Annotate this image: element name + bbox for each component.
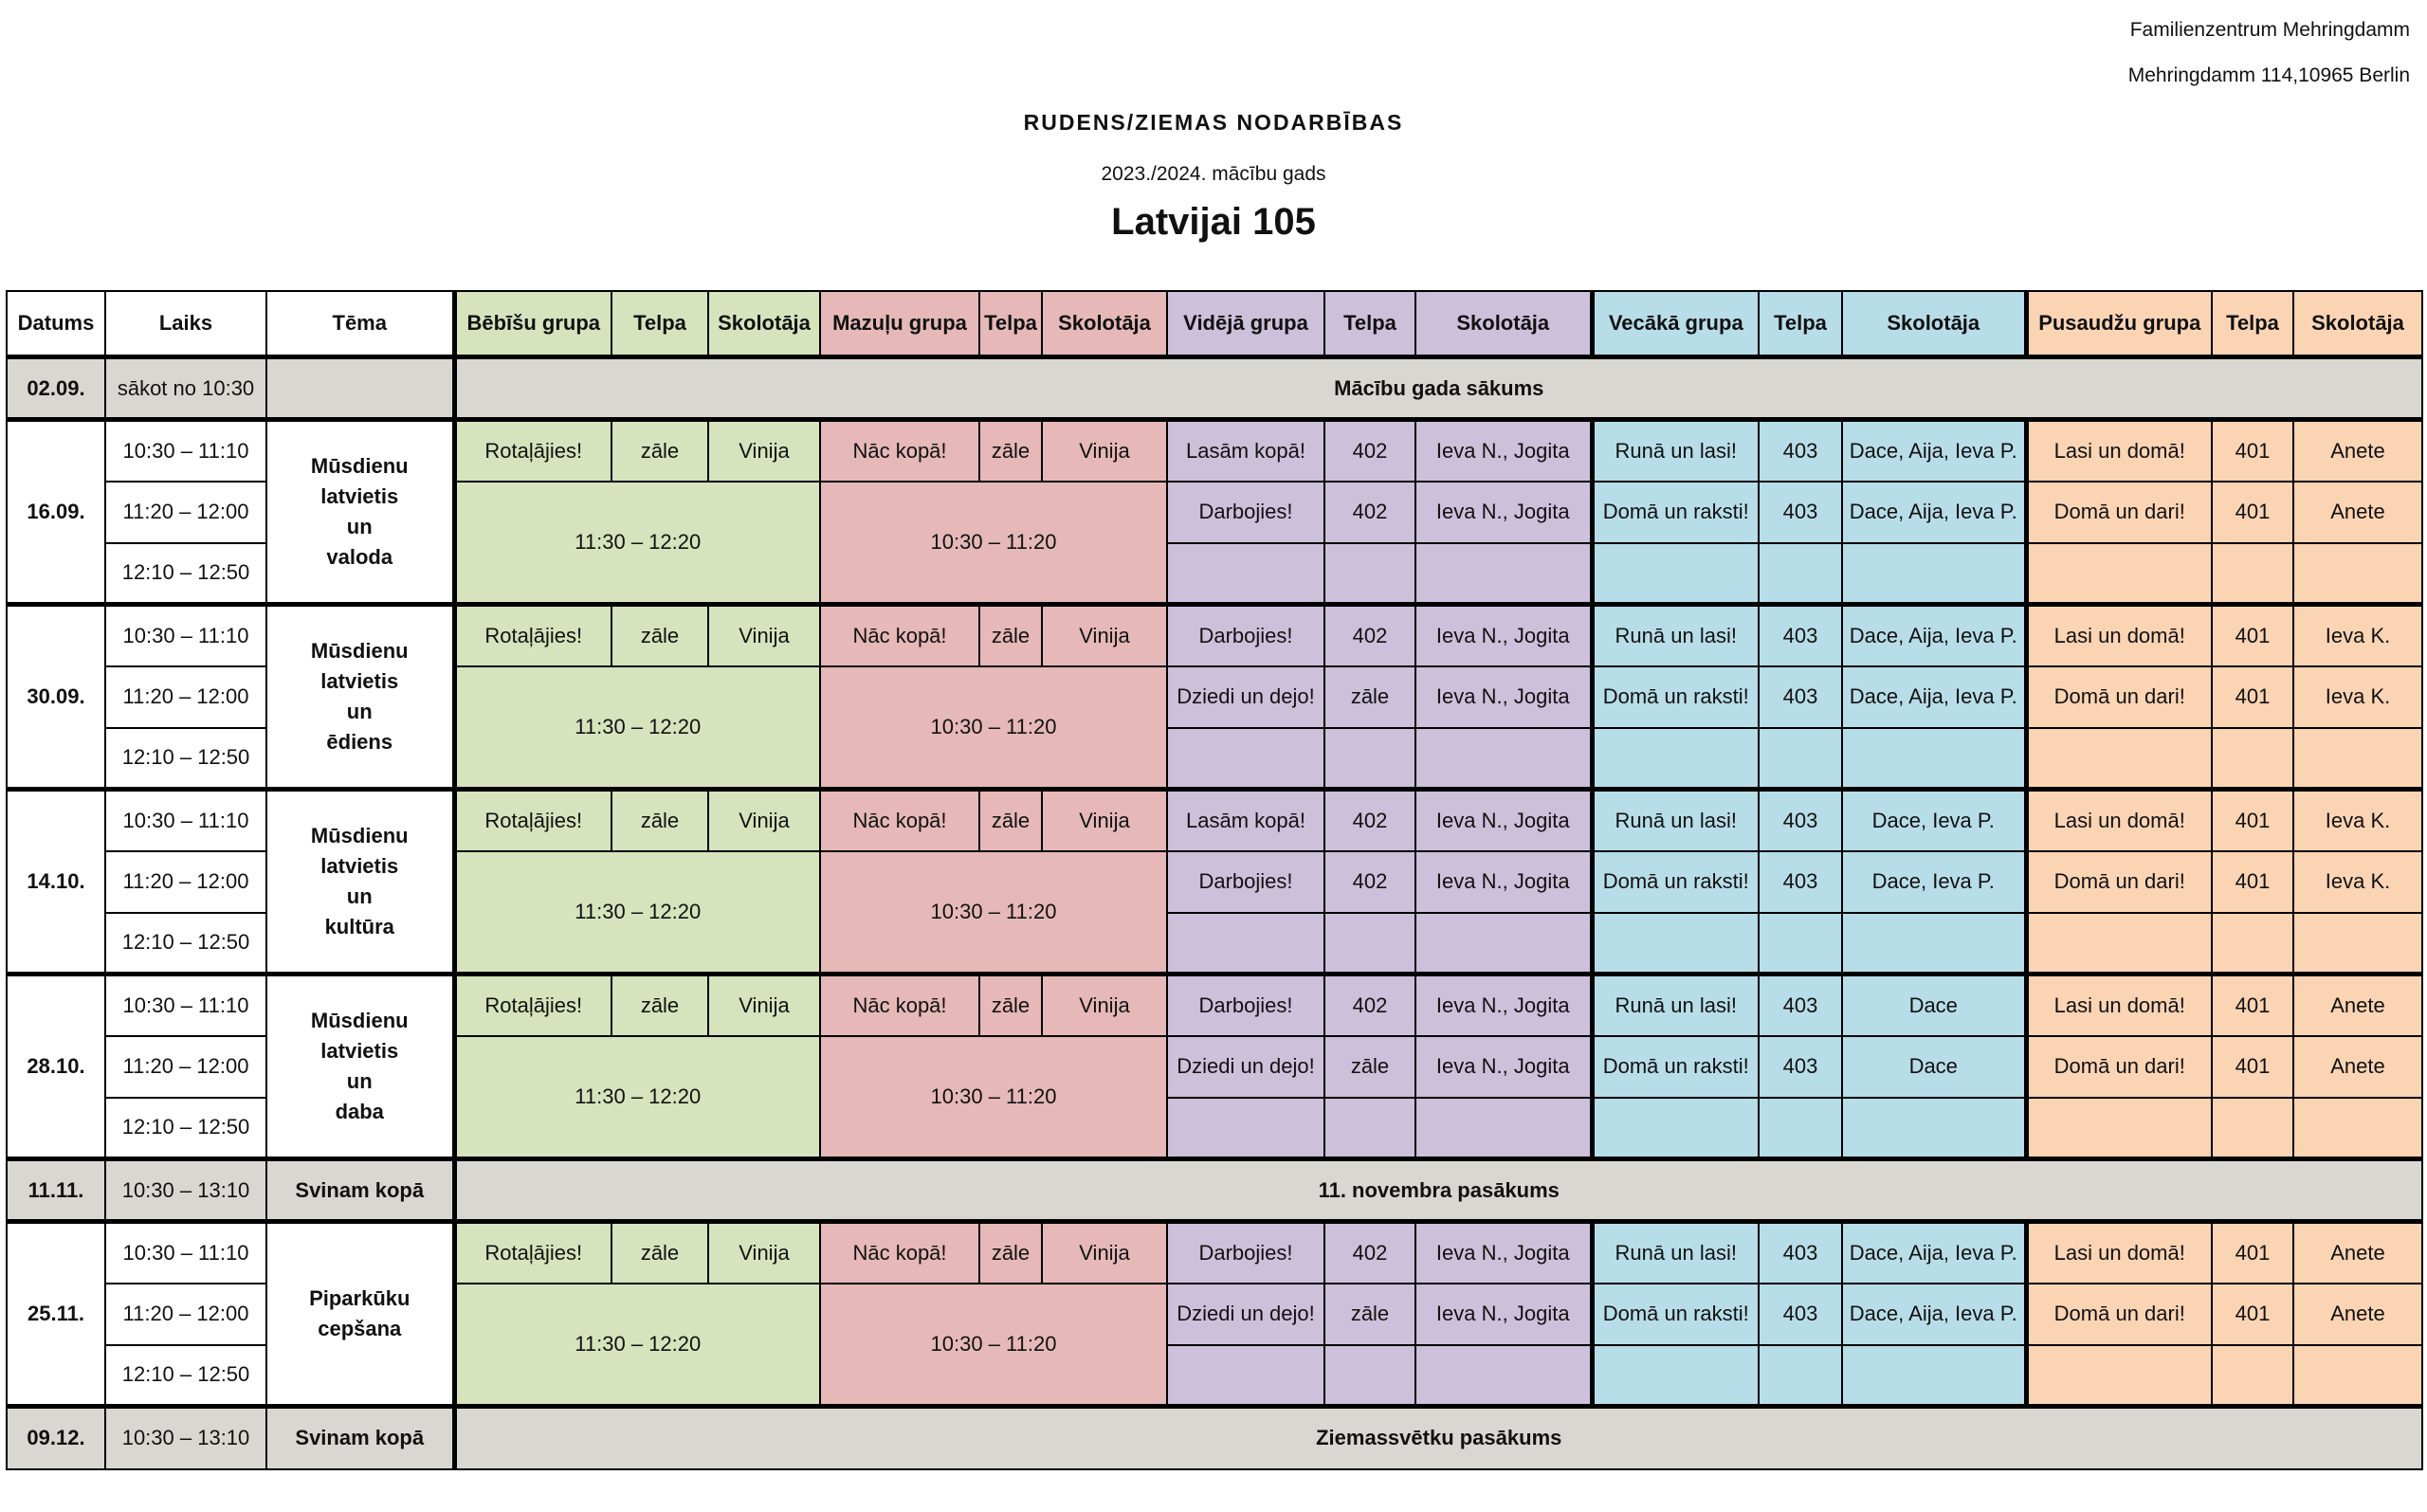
teacher-cell: Vinija [1042,420,1167,482]
empty-cell [1415,913,1592,975]
teacher-cell: Anete [2293,420,2422,482]
theme-cell: Mūsdienu latvietis un kultūra [266,790,454,975]
document-subtitle: RUDENS/ZIEMAS NODARBĪBAS [1023,110,1404,135]
empty-cell [2026,728,2212,790]
babies-time-span: 11:30 – 12:20 [454,851,820,975]
activity-cell: Rotaļājies! [454,975,611,1036]
empty-cell [2293,1345,2422,1407]
teacher-cell: Vinija [708,605,820,666]
empty-cell [2212,913,2293,975]
date-cell: 25.11. [7,1222,105,1407]
toddlers-time-span: 10:30 – 11:20 [820,1036,1167,1159]
empty-cell [1592,728,1759,790]
room-cell: zāle [979,975,1042,1036]
activity-cell: Nāc kopā! [820,1222,979,1284]
col-header: Skolotāja [2293,291,2422,357]
time-cell: 11:20 – 12:00 [105,482,266,543]
activity-cell: Domā un raksti! [1592,851,1759,913]
room-cell: 401 [2212,420,2293,482]
activity-cell: Nāc kopā! [820,975,979,1036]
empty-cell [1759,728,1842,790]
room-cell: zāle [611,975,708,1036]
empty-cell [1759,1345,1842,1407]
activity-cell: Runā un lasi! [1592,975,1759,1036]
empty-cell [1324,1098,1415,1159]
activity-cell: Darbojies! [1167,605,1324,666]
date-cell: 28.10. [7,975,105,1159]
empty-cell [1759,913,1842,975]
teacher-cell: Dace, Aija, Ieva P. [1842,482,2026,543]
date-cell: 09.12. [7,1407,105,1469]
col-header: Pusaudžu grupa [2026,291,2212,357]
activity-cell: Darbojies! [1167,1222,1324,1284]
empty-cell [1759,543,1842,605]
activity-cell: Runā un lasi! [1592,420,1759,482]
empty-cell [1167,1345,1324,1407]
col-header: Skolotāja [1042,291,1167,357]
teacher-cell: Vinija [708,790,820,851]
empty-cell [2212,1098,2293,1159]
empty-cell [2212,1345,2293,1407]
theme-cell [266,357,454,420]
col-header: Tēma [266,291,454,357]
empty-cell [1842,543,2026,605]
room-cell: zāle [611,1222,708,1284]
col-header: Skolotāja [1415,291,1592,357]
theme-cell: Mūsdienu latvietis un ēdiens [266,605,454,790]
empty-cell [2293,1098,2422,1159]
activity-cell: Domā un dari! [2026,1036,2212,1098]
babies-time-span: 11:30 – 12:20 [454,1284,820,1407]
col-header: Vecākā grupa [1592,291,1759,357]
room-cell: 402 [1324,851,1415,913]
teacher-cell: Ieva N., Jogita [1415,420,1592,482]
school-year: 2023./2024. mācību gads [1101,163,1326,185]
toddlers-time-span: 10:30 – 11:20 [820,482,1167,605]
col-header: Telpa [2212,291,2293,357]
activity-cell: Darbojies! [1167,975,1324,1036]
activity-cell: Lasi un domā! [2026,1222,2212,1284]
date-cell: 14.10. [7,790,105,975]
theme-cell: Piparkūku cepšana [266,1222,454,1407]
teacher-cell: Vinija [708,1222,820,1284]
teacher-cell: Ieva K. [2293,851,2422,913]
col-header: Telpa [1324,291,1415,357]
empty-cell [2026,1345,2212,1407]
time-cell: sākot no 10:30 [105,357,266,420]
activity-cell: Dziedi un dejo! [1167,666,1324,728]
teacher-cell: Ieva K. [2293,790,2422,851]
empty-cell [1324,913,1415,975]
table-row [7,420,2422,482]
activity-cell: Lasi un domā! [2026,420,2212,482]
teacher-cell: Anete [2293,1222,2422,1284]
col-header: Skolotāja [1842,291,2026,357]
activity-cell: Dziedi un dejo! [1167,1284,1324,1345]
room-cell: zāle [1324,1284,1415,1345]
event-label: 11. novembra pasākums [454,1159,2422,1222]
time-cell: 10:30 – 11:10 [105,975,266,1036]
activity-cell: Nāc kopā! [820,605,979,666]
room-cell: 401 [2212,975,2293,1036]
room-cell: 401 [2212,1222,2293,1284]
empty-cell [1324,1345,1415,1407]
time-cell: 12:10 – 12:50 [105,728,266,790]
room-cell: 403 [1759,666,1842,728]
activity-cell: Lasi un domā! [2026,605,2212,666]
activity-cell: Nāc kopā! [820,420,979,482]
room-cell: 401 [2212,666,2293,728]
activity-cell: Domā un dari! [2026,666,2212,728]
teacher-cell: Anete [2293,482,2422,543]
empty-cell [2026,913,2212,975]
time-cell: 10:30 – 13:10 [105,1407,266,1469]
teacher-cell: Ieva N., Jogita [1415,975,1592,1036]
room-cell: 403 [1759,1222,1842,1284]
room-cell: 401 [2212,1036,2293,1098]
room-cell: zāle [979,790,1042,851]
activity-cell: Runā un lasi! [1592,790,1759,851]
empty-cell [1324,728,1415,790]
theme-cell: Svinam kopā [266,1407,454,1469]
date-cell: 02.09. [7,357,105,420]
teacher-cell: Ieva K. [2293,666,2422,728]
teacher-cell: Ieva K. [2293,605,2422,666]
teacher-cell: Vinija [708,420,820,482]
time-cell: 12:10 – 12:50 [105,543,266,605]
date-cell: 30.09. [7,605,105,790]
activity-cell: Runā un lasi! [1592,605,1759,666]
time-cell: 10:30 – 11:10 [105,605,266,666]
room-cell: 403 [1759,790,1842,851]
teacher-cell: Vinija [1042,605,1167,666]
activity-cell: Domā un raksti! [1592,666,1759,728]
table-row [7,790,2422,851]
teacher-cell: Ieva N., Jogita [1415,1284,1592,1345]
babies-time-span: 11:30 – 12:20 [454,666,820,790]
room-cell: 402 [1324,1222,1415,1284]
room-cell: 403 [1759,420,1842,482]
room-cell: zāle [979,605,1042,666]
teacher-cell: Ieva N., Jogita [1415,790,1592,851]
col-header: Bēbīšu grupa [454,291,611,357]
time-cell: 10:30 – 11:10 [105,1222,266,1284]
activity-cell: Domā un raksti! [1592,1284,1759,1345]
room-cell: 403 [1759,851,1842,913]
activity-cell: Rotaļājies! [454,605,611,666]
empty-cell [2212,728,2293,790]
teacher-cell: Anete [2293,1036,2422,1098]
time-cell: 12:10 – 12:50 [105,1098,266,1159]
col-header: Mazuļu grupa [820,291,979,357]
time-cell: 10:30 – 11:10 [105,790,266,851]
teacher-cell: Ieva N., Jogita [1415,666,1592,728]
empty-cell [1759,1098,1842,1159]
col-header: Telpa [979,291,1042,357]
activity-cell: Runā un lasi! [1592,1222,1759,1284]
activity-cell: Rotaļājies! [454,790,611,851]
schedule-table [6,290,2423,1470]
empty-cell [2026,1098,2212,1159]
teacher-cell: Dace, Ieva P. [1842,790,2026,851]
babies-time-span: 11:30 – 12:20 [454,482,820,605]
time-cell: 11:20 – 12:00 [105,666,266,728]
activity-cell: Rotaļājies! [454,1222,611,1284]
time-cell: 12:10 – 12:50 [105,913,266,975]
empty-cell [2293,913,2422,975]
time-cell: 11:20 – 12:00 [105,1284,266,1345]
empty-cell [1842,1098,2026,1159]
theme-cell: Mūsdienu latvietis un daba [266,975,454,1159]
event-label: Ziemassvētku pasākums [454,1407,2422,1469]
activity-cell: Rotaļājies! [454,420,611,482]
empty-cell [1415,728,1592,790]
header-row [7,291,2422,357]
date-cell: 11.11. [7,1159,105,1222]
teacher-cell: Dace, Aija, Ieva P. [1842,1284,2026,1345]
teacher-cell: Ieva N., Jogita [1415,1036,1592,1098]
teacher-cell: Anete [2293,975,2422,1036]
empty-cell [1167,543,1324,605]
room-cell: 403 [1759,482,1842,543]
room-cell: 403 [1759,605,1842,666]
room-cell: 402 [1324,605,1415,666]
room-cell: zāle [979,1222,1042,1284]
activity-cell: Nāc kopā! [820,790,979,851]
teacher-cell: Vinija [1042,975,1167,1036]
room-cell: 403 [1759,1036,1842,1098]
room-cell: zāle [611,420,708,482]
time-cell: 11:20 – 12:00 [105,851,266,913]
room-cell: 402 [1324,790,1415,851]
event-label: Mācību gada sākums [454,357,2422,420]
col-header: Telpa [611,291,708,357]
teacher-cell: Ieva N., Jogita [1415,1222,1592,1284]
room-cell: zāle [979,420,1042,482]
empty-cell [2293,728,2422,790]
activity-cell: Domā un dari! [2026,851,2212,913]
activity-cell: Lasām kopā! [1167,420,1324,482]
theme-cell: Svinam kopā [266,1159,454,1222]
event-row [7,1159,2422,1222]
room-cell: zāle [1324,666,1415,728]
babies-time-span: 11:30 – 12:20 [454,1036,820,1159]
empty-cell [1592,543,1759,605]
org-name: Familienzentrum Mehringdamm [2129,19,2410,41]
empty-cell [1842,913,2026,975]
time-cell: 10:30 – 11:10 [105,420,266,482]
teacher-cell: Anete [2293,1284,2422,1345]
activity-cell: Domā un raksti! [1592,1036,1759,1098]
room-cell: 401 [2212,1284,2293,1345]
time-cell: 11:20 – 12:00 [105,1036,266,1098]
col-header: Laiks [105,291,266,357]
activity-cell: Darbojies! [1167,851,1324,913]
empty-cell [1415,1098,1592,1159]
empty-cell [1324,543,1415,605]
room-cell: zāle [1324,1036,1415,1098]
empty-cell [2293,543,2422,605]
toddlers-time-span: 10:30 – 11:20 [820,1284,1167,1407]
empty-cell [1415,543,1592,605]
teacher-cell: Ieva N., Jogita [1415,605,1592,666]
activity-cell: Lasām kopā! [1167,790,1324,851]
activity-cell: Lasi un domā! [2026,975,2212,1036]
empty-cell [1167,1098,1324,1159]
teacher-cell: Dace, Aija, Ieva P. [1842,605,2026,666]
empty-cell [1167,728,1324,790]
teacher-cell: Dace [1842,975,2026,1036]
room-cell: 402 [1324,975,1415,1036]
room-cell: 401 [2212,605,2293,666]
table-row [7,975,2422,1036]
room-cell: zāle [611,605,708,666]
toddlers-time-span: 10:30 – 11:20 [820,851,1167,975]
table-row [7,1222,2422,1284]
empty-cell [1167,913,1324,975]
teacher-cell: Vinija [1042,1222,1167,1284]
page-title: Latvijai 105 [1111,201,1316,243]
empty-cell [1842,728,2026,790]
date-cell: 16.09. [7,420,105,605]
activity-cell: Domā un dari! [2026,1284,2212,1345]
col-header: Skolotāja [708,291,820,357]
event-row [7,1407,2422,1469]
room-cell: 403 [1759,1284,1842,1345]
room-cell: 401 [2212,790,2293,851]
teacher-cell: Dace, Aija, Ieva P. [1842,1222,2026,1284]
teacher-cell: Dace [1842,1036,2026,1098]
teacher-cell: Vinija [708,975,820,1036]
room-cell: 403 [1759,975,1842,1036]
empty-cell [1592,1098,1759,1159]
org-address: Mehringdamm 114,10965 Berlin [2127,64,2410,86]
empty-cell [1415,1345,1592,1407]
time-cell: 10:30 – 13:10 [105,1159,266,1222]
activity-cell: Darbojies! [1167,482,1324,543]
teacher-cell: Dace, Aija, Ieva P. [1842,666,2026,728]
col-header: Datums [7,291,105,357]
room-cell: 402 [1324,420,1415,482]
time-cell: 12:10 – 12:50 [105,1345,266,1407]
room-cell: zāle [611,790,708,851]
table-row [7,605,2422,666]
activity-cell: Domā un raksti! [1592,482,1759,543]
empty-cell [2026,543,2212,605]
empty-cell [1842,1345,2026,1407]
empty-cell [2212,543,2293,605]
room-cell: 401 [2212,851,2293,913]
empty-cell [1592,913,1759,975]
toddlers-time-span: 10:30 – 11:20 [820,666,1167,790]
col-header: Telpa [1759,291,1842,357]
teacher-cell: Dace, Aija, Ieva P. [1842,420,2026,482]
teacher-cell: Ieva N., Jogita [1415,851,1592,913]
activity-cell: Domā un dari! [2026,482,2212,543]
col-header: Vidējā grupa [1167,291,1324,357]
empty-cell [1592,1345,1759,1407]
activity-cell: Dziedi un dejo! [1167,1036,1324,1098]
teacher-cell: Ieva N., Jogita [1415,482,1592,543]
theme-cell: Mūsdienu latvietis un valoda [266,420,454,605]
teacher-cell: Vinija [1042,790,1167,851]
activity-cell: Lasi un domā! [2026,790,2212,851]
room-cell: 401 [2212,482,2293,543]
room-cell: 402 [1324,482,1415,543]
event-row [7,357,2422,420]
teacher-cell: Dace, Ieva P. [1842,851,2026,913]
